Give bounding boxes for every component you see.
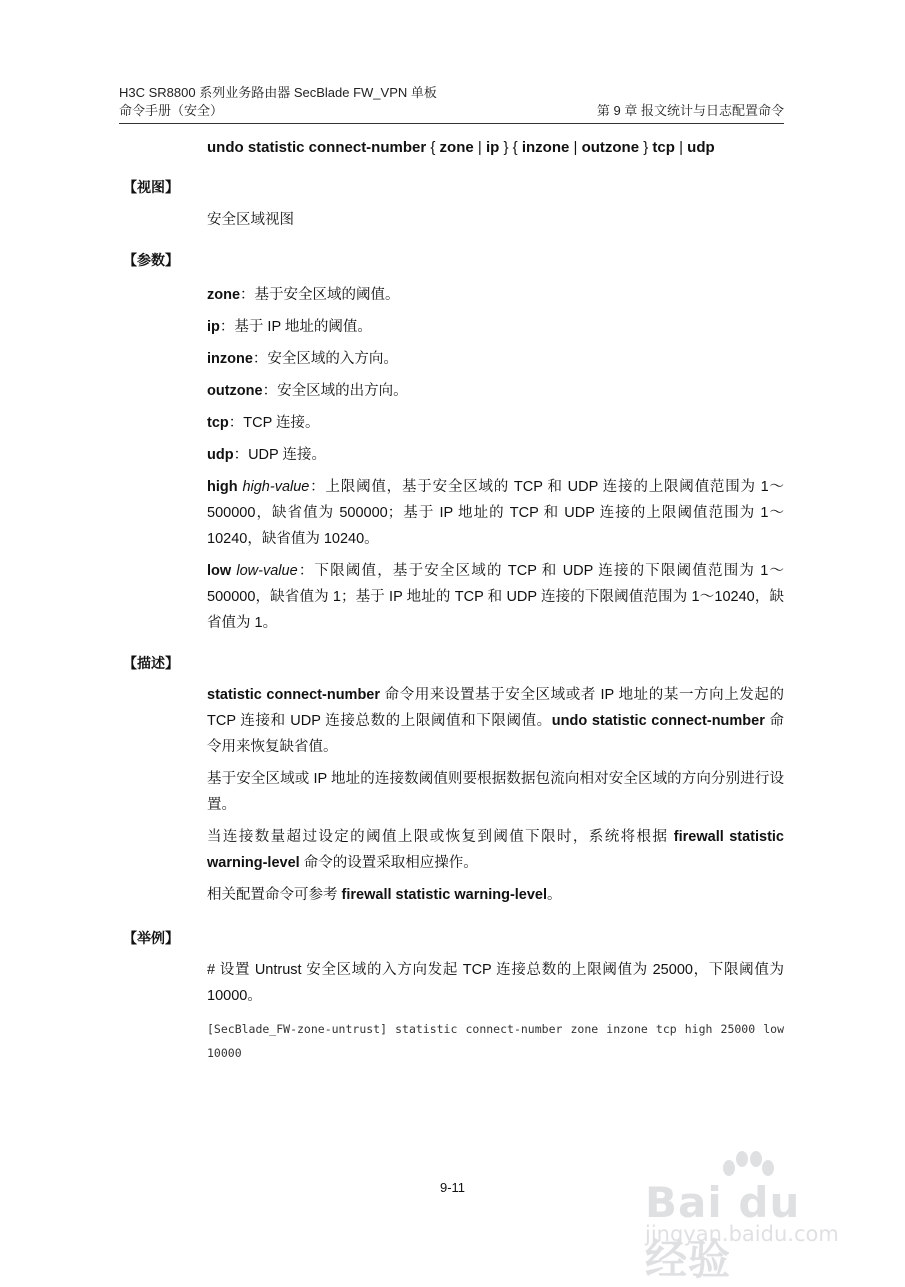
param-description: ：TCP 连接。 — [228, 415, 320, 431]
desc-paragraph-3 — [207, 824, 784, 876]
desc-keyword: firewall statistic warning-level — [207, 829, 784, 871]
desc-keyword: undo statistic connect-number — [551, 713, 765, 729]
watermark-logo: Bai du 经验 — [645, 1178, 801, 1284]
cmd-undo-statistic: undo statistic connect-number — [207, 139, 427, 156]
desc-paragraph-1 — [207, 682, 784, 760]
param-keyword: ip — [207, 319, 220, 335]
header-divider — [119, 123, 784, 124]
param-keyword: high — [207, 479, 238, 495]
param-description: ：基于 IP 地址的阈值。 — [219, 319, 372, 335]
cmd-zone: zone — [439, 139, 474, 156]
cmd-brace: } — [639, 139, 653, 156]
watermark-url: jingyan.baidu.com — [645, 1222, 839, 1246]
param-udp — [207, 442, 784, 468]
param-description: ：UDP 连接。 — [233, 447, 326, 463]
param-description: ：安全区域的出方向。 — [262, 383, 408, 399]
param-keyword: tcp — [207, 415, 229, 431]
header-manual-name: 命令手册（安全） — [119, 103, 224, 118]
cmd-brace: } { — [499, 139, 522, 156]
desc-keyword: firewall statistic warning-level — [341, 887, 548, 903]
section-params-heading: 【参数】 — [123, 253, 179, 269]
cmd-ip: ip — [485, 139, 500, 156]
param-ip — [207, 314, 784, 340]
param-tcp — [207, 410, 784, 436]
header-subrow — [119, 102, 784, 120]
desc-paragraph-4 — [207, 882, 784, 908]
param-argument: high-value — [242, 479, 310, 495]
section-example-heading: 【举例】 — [123, 931, 179, 947]
param-inzone — [207, 346, 784, 372]
header-chapter: 第 9 章 报文统计与日志配置命令 — [596, 103, 784, 118]
param-keyword: low — [207, 563, 232, 579]
param-description: ：下限阈值，基于安全区域的 TCP 和 UDP 连接的下限阈值范围为 1～500000，缺省值为 1；基于 IP 地址的 TCP 和 UDP 连接的下限阈值范围为 1～10240，缺省值为 1。 — [207, 563, 785, 631]
page-number: 9-11 — [439, 1180, 466, 1195]
cmd-inzone: inzone — [521, 139, 570, 156]
param-keyword: inzone — [207, 351, 253, 367]
param-description: ：基于安全区域的阈值。 — [240, 287, 400, 303]
header-title: H3C SR8800 系列业务路由器 SecBlade FW_VPN 单板 — [119, 85, 437, 100]
cmd-sep: | — [569, 139, 582, 156]
cmd-sep: | — [674, 139, 688, 156]
desc-text: 相关配置命令可参考 — [207, 887, 342, 903]
view-text: 安全区域视图 — [207, 212, 294, 228]
param-keyword: outzone — [207, 383, 263, 399]
desc-text: 命令用来设置基于安全区域或者 IP 地址的某一方向上发起的 TCP 连接和 UDP 连接总数的上限阈值和下限阈值。 — [207, 687, 784, 729]
cmd-tcp: tcp — [652, 139, 675, 156]
param-keyword: udp — [207, 447, 234, 463]
cmd-brace: { — [426, 139, 440, 156]
param-argument: low-value — [236, 563, 298, 579]
section-desc-heading: 【描述】 — [123, 656, 179, 672]
page-header — [119, 84, 784, 120]
example-comment: # 设置 Untrust 安全区域的入方向发起 TCP 连接总数的上限阈值为 25000，下限阈值为 10000。 — [207, 962, 784, 1004]
example-code: [SecBlade_FW-zone-untrust] statistic connect-number zone inzone tcp high 25000 low 10000 — [207, 1022, 784, 1060]
cmd-udp: udp — [687, 139, 715, 156]
param-low — [207, 558, 784, 636]
param-keyword: zone — [207, 287, 241, 303]
desc-paragraph-2: 基于安全区域或 IP 地址的连接数阈值则要根据数据包流向相对安全区域的方向分别进行设置。 — [207, 771, 784, 813]
desc-keyword: statistic connect-number — [207, 687, 381, 703]
section-view-heading: 【视图】 — [123, 180, 179, 196]
desc-text: 。 — [547, 887, 562, 903]
desc-text: 命令的设置采取相应操作。 — [299, 855, 478, 871]
command-syntax — [207, 139, 715, 156]
cmd-outzone: outzone — [581, 139, 640, 156]
param-zone — [207, 282, 784, 308]
param-high — [207, 474, 784, 552]
param-description: ：安全区域的入方向。 — [252, 351, 398, 367]
desc-text: 当连接数量超过设定的阈值上限或恢复到阈值下限时，系统将根据 — [207, 829, 674, 845]
param-outzone — [207, 378, 784, 404]
baidu-watermark — [645, 1150, 855, 1284]
desc-text: 命令用来恢复缺省值。 — [207, 713, 784, 755]
param-description: ：上限阈值，基于安全区域的 TCP 和 UDP 连接的上限阈值范围为 1～500000，缺省值为 500000；基于 IP 地址的 TCP 和 UDP 连接的上限阈值范围为 1～10240，缺省值为 10240。 — [207, 479, 785, 547]
cmd-sep: | — [473, 139, 486, 156]
